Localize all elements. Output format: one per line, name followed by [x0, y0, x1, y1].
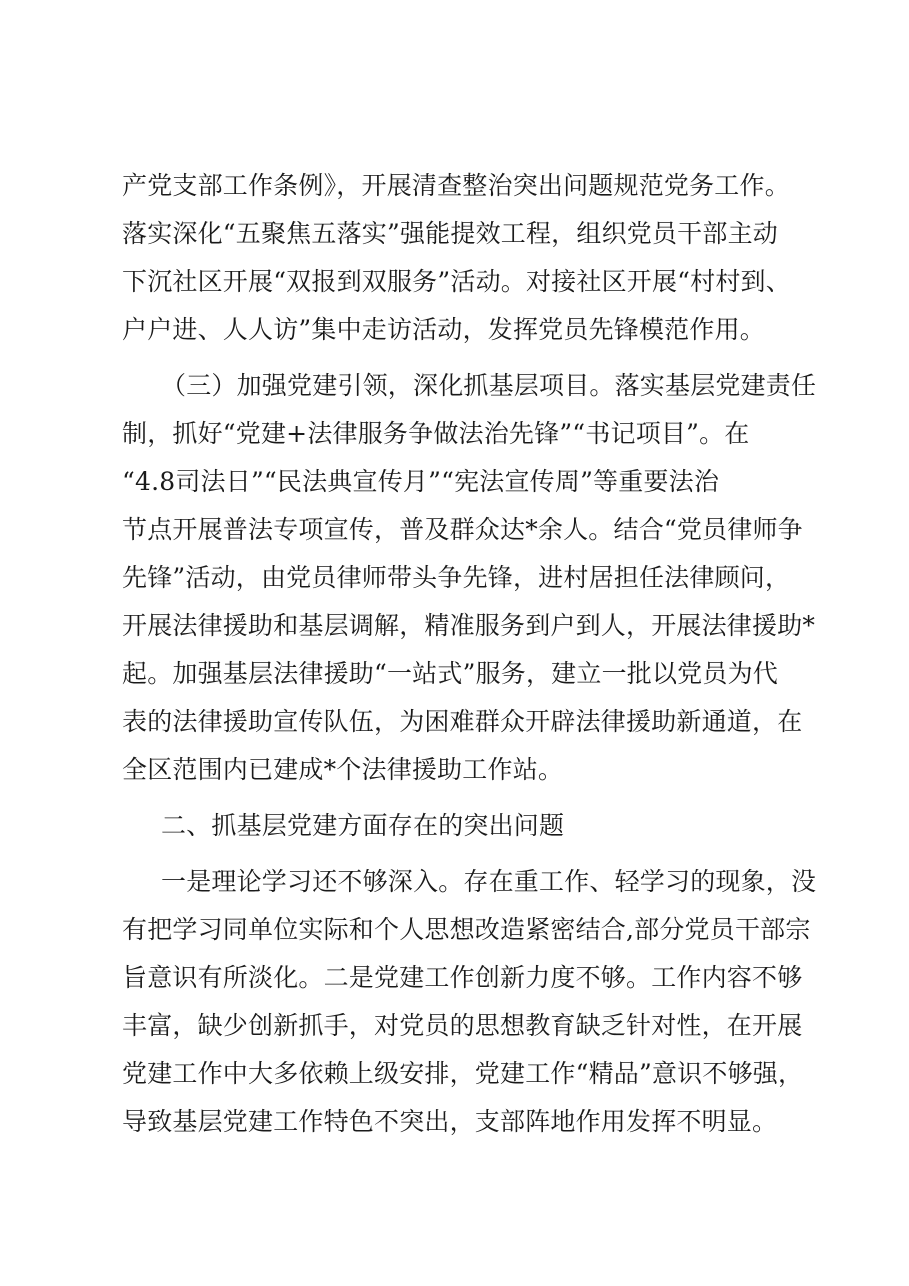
- text-line: 户户进、人人访”集中走访活动，发挥党员先锋模范作用。: [122, 315, 765, 344]
- text-line: 制，抓好“党建+法律服务争做法治先锋”“书记项目”。在: [122, 419, 750, 448]
- text-line: 旨意识有所淡化。二是党建工作创新力度不够。工作内容不够: [122, 963, 803, 992]
- text-line: 开展法律援助和基层调解，精准服务到户到人，开展法律援助*: [122, 611, 816, 640]
- text-line: 下沉社区开展“双报到双服务”活动。对接社区开展“村村到、: [122, 267, 791, 296]
- text-line: 党建工作中大多依赖上级安排，党建工作“精品”意识不够强，: [122, 1059, 804, 1088]
- text-line: 起。加强基层法律援助“一站式”服务，建立一批以党员为代: [122, 659, 778, 688]
- section-heading: 二、抓基层党建方面存在的突出问题: [161, 811, 565, 840]
- text-line: 落实深化“五聚焦五落实”强能提效工程，组织党员干部主动: [122, 219, 778, 248]
- text-line: 表的法律援助宣传队伍，为困难群众开辟法律援助新通道，在: [122, 707, 803, 736]
- text-line: 先锋”活动，由党员律师带头争先锋，进村居担任法律顾问，: [122, 563, 791, 592]
- text-line: 丰富，缺少创新抓手，对党员的思想教育缺乏针对性，在开展: [122, 1011, 803, 1040]
- text-line: 节点开展普法专项宣传，普及群众达*余人。结合“党员律师争: [122, 515, 803, 544]
- text-line: “4.8司法日”“民法典宣传月”“宪法宣传周”等重要法治: [122, 467, 720, 496]
- text-line: 有把学习同单位实际和个人思想改造紧密结合,部分党员干部宗: [122, 915, 811, 944]
- text-line: 产党支部工作条例》，开展清查整治突出问题规范党务工作。: [122, 171, 790, 200]
- section-heading: （三）加强党建引领，深化抓基层项目。落实基层党建责任: [161, 371, 817, 400]
- text-line: 全区范围内已建成*个法律援助工作站。: [122, 755, 564, 784]
- paragraph-start: 一是理论学习还不够深入。存在重工作、轻学习的现象，没: [161, 867, 817, 896]
- text-line: 导致基层党建工作特色不突出，支部阵地作用发挥不明显。: [122, 1107, 778, 1136]
